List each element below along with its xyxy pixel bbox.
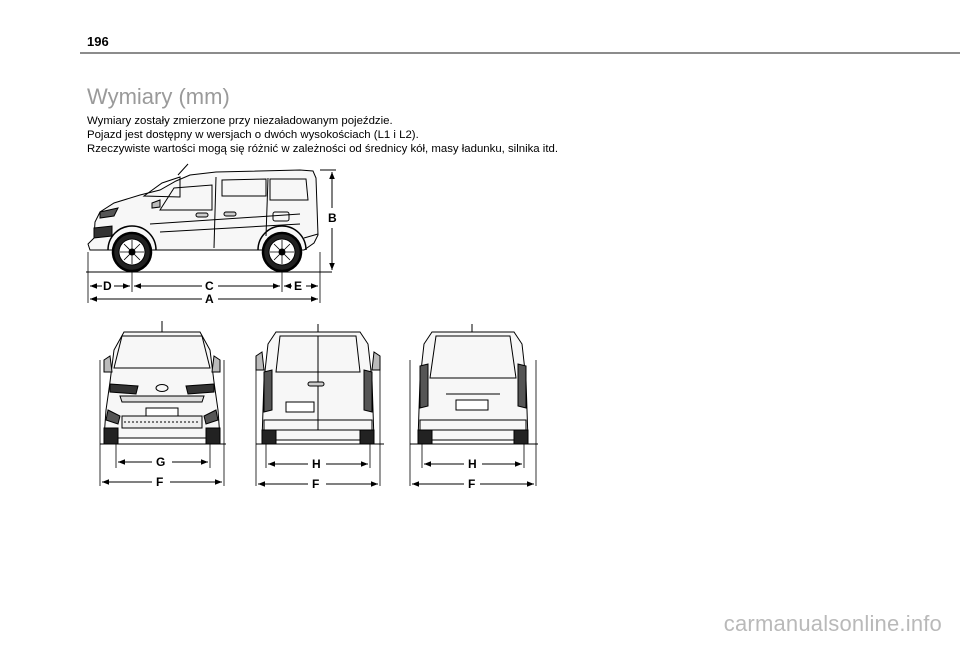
watermark: carmanualsonline.info [723,611,942,636]
label-f-rear2: F [468,477,476,491]
label-d: D [103,279,112,293]
label-a: A [205,292,214,306]
intro-line-1: Wymiary zostały zmierzone przy niezaładowanym pojeździe. [87,115,393,127]
label-b: B [328,211,337,225]
side-view-front-wheel [113,233,151,271]
intro-line-3: Rzeczywiste wartości mogą się różnić w zależności od średnicy kół, masy ładunku, silnika itd. [87,143,558,155]
section-title: Wymiary (mm) [87,84,230,109]
front-view-vehicle [104,321,220,444]
label-h-rear1: H [312,457,321,471]
label-h-rear2: H [468,457,477,471]
label-c: C [205,279,214,293]
rear-view-1-vehicle [256,324,380,444]
rear-view-2-vehicle [418,324,528,444]
side-view-rear-wheel [263,233,301,271]
intro-line-2: Pojazd jest dostępny w wersjach o dwóch wysokościach (L1 i L2). [87,129,419,141]
label-g: G [156,455,166,469]
label-f-front: F [156,475,164,489]
page-number: 196 [87,34,109,49]
label-e: E [294,279,303,293]
label-f-rear1: F [312,477,320,491]
